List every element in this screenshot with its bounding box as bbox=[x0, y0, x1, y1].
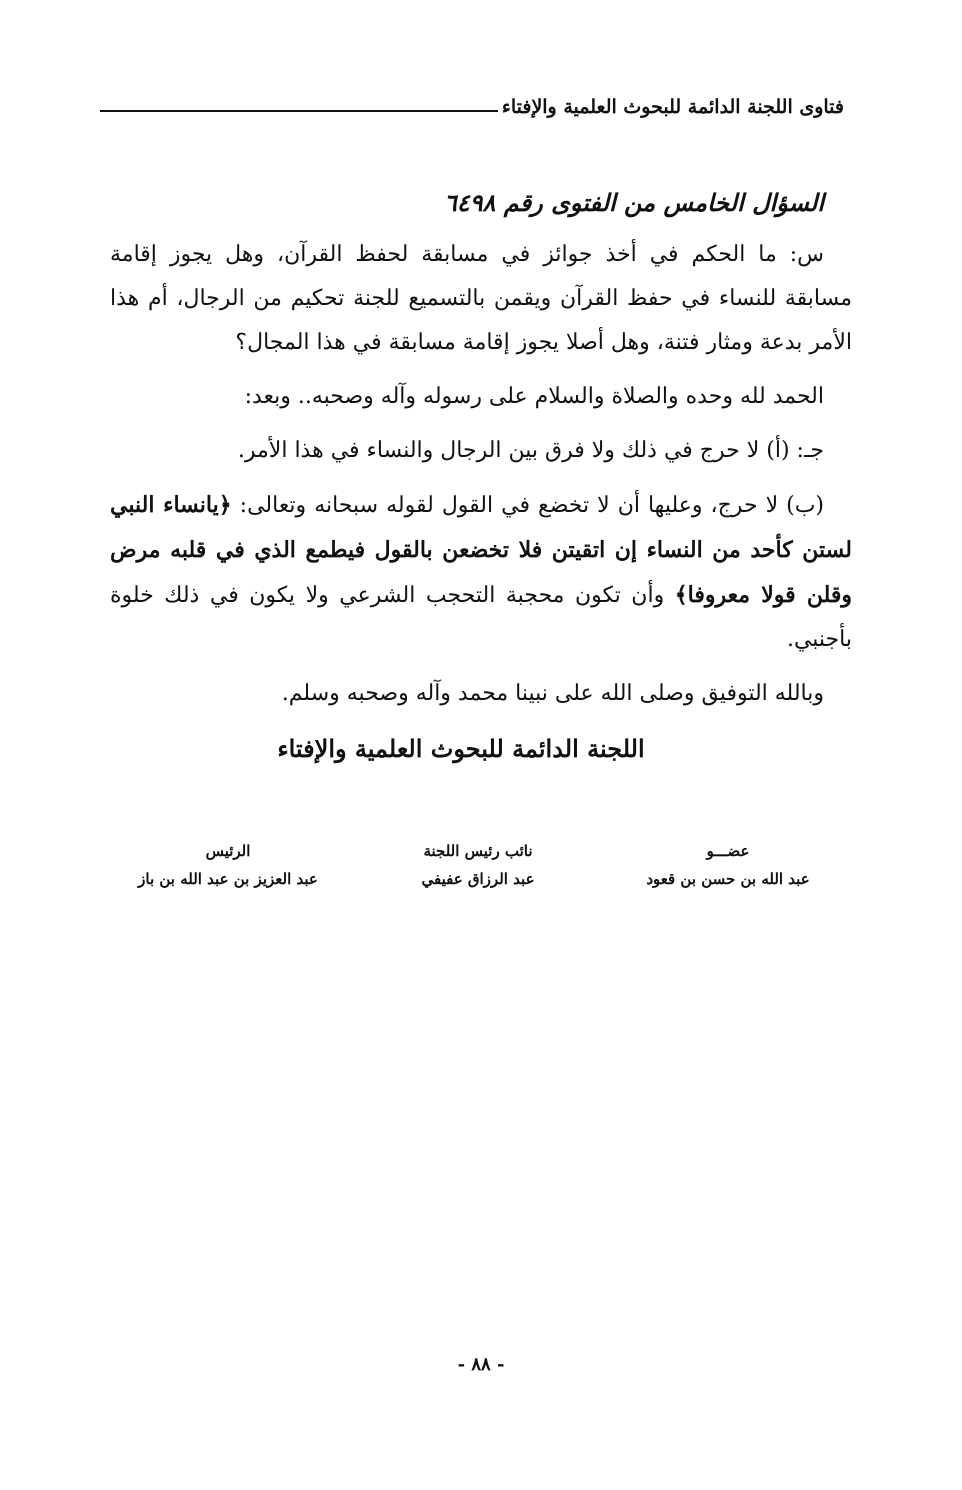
signature-role: نائب رئيس اللجنة bbox=[423, 842, 533, 860]
main-content bbox=[110, 188, 852, 763]
praise-paragraph: الحمد لله وحده والصلاة والسلام على رسوله وآله وصحبه.. وبعد: bbox=[244, 384, 824, 409]
signature-president bbox=[138, 842, 318, 888]
answer-b-outro: وأن تكون محجبة التحجب الشرعي ولا يكون في ذلك خلوة بأجنبي. bbox=[110, 583, 852, 652]
signature-name: عبد الرزاق عفيفي bbox=[421, 870, 535, 888]
signature-name: عبد العزيز بن عبد الله بن باز bbox=[138, 870, 318, 888]
page-number: - ٨٨ - bbox=[457, 1354, 505, 1375]
running-title: فتاوى اللجنة الدائمة للبحوث العلمية والإفتاء bbox=[501, 96, 844, 118]
signature-name: عبد الله بن حسن بن قعود bbox=[646, 870, 810, 888]
quran-verse: ﴿يانساء النبي لستن كأحد من النساء إن اتقيتن فلا تخضعن بالقول فيطمع الذي في قلبه مرض وقلن قولا معروفا﴾ bbox=[110, 492, 852, 608]
answer-b-paragraph bbox=[110, 483, 852, 662]
answer-a-paragraph: جـ: (أ) لا حرج في ذلك ولا فرق بين الرجال والنساء في هذا الأمر. bbox=[237, 438, 824, 463]
signatures-block bbox=[138, 842, 818, 888]
header-rule bbox=[100, 110, 498, 112]
signature-vice-president bbox=[388, 842, 568, 888]
signature-role: الرئيس bbox=[205, 842, 251, 860]
committee-name: اللجنة الدائمة للبحوث العلمية والإفتاء bbox=[277, 734, 645, 763]
signature-role: عضـــو bbox=[706, 842, 750, 860]
running-header bbox=[100, 88, 844, 118]
question-heading: السؤال الخامس من الفتوى رقم ٦٤٩٨ bbox=[443, 188, 824, 217]
answer-b-intro: (ب) لا حرج، وعليها أن لا تخضع في القول لقوله سبحانه وتعالى: bbox=[231, 493, 825, 518]
closing-paragraph: وبالله التوفيق وصلى الله على نبينا محمد وآله وصحبه وسلم. bbox=[281, 681, 824, 706]
signature-member bbox=[638, 842, 818, 888]
question-paragraph: س: ما الحكم في أخذ جوائز في مسابقة لحفظ القرآن، وهل يجوز إقامة مسابقة للنساء في حفظ القرآن ويقمن بالتسميع للجنة تحكيم من الرجال، أم هذا الأمر بدعة ومثار فتنة، وهل أصلا يجوز إقامة مسابقة في هذا المجال؟ bbox=[110, 242, 852, 355]
